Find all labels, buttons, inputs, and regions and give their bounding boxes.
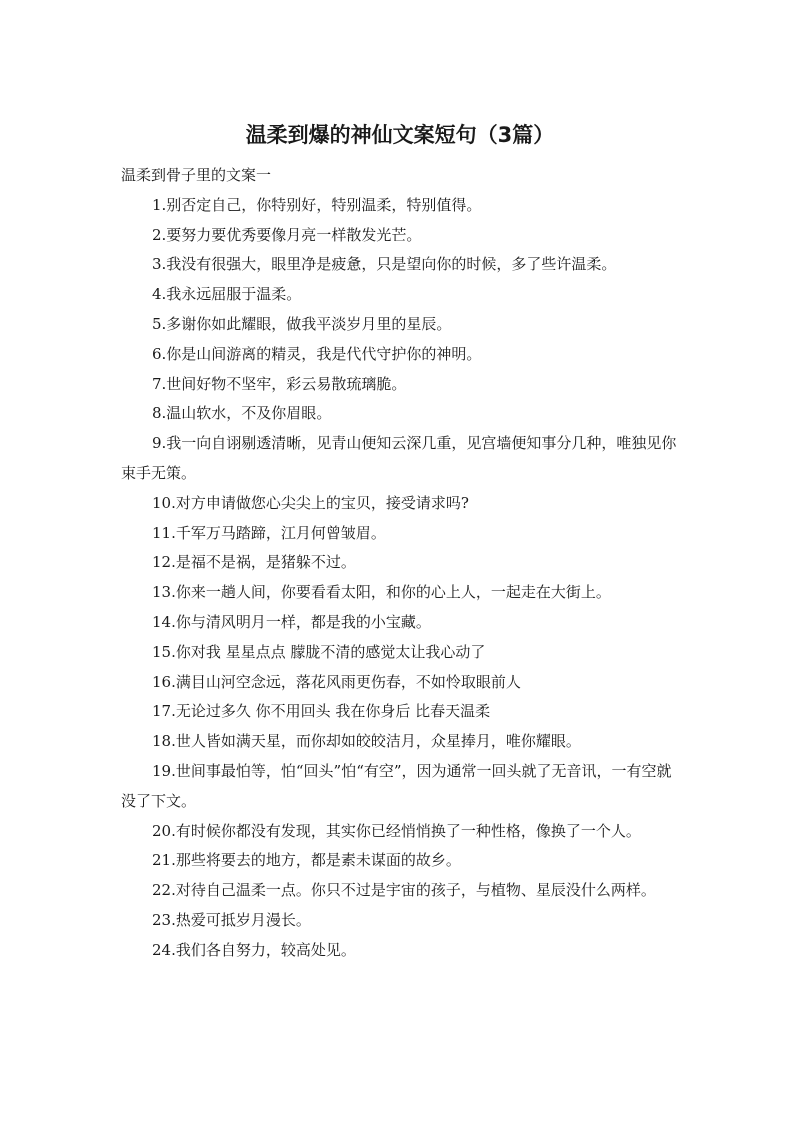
list-item: 16.满目山河空念远，落花风雨更伤春，不如怜取眼前人 (152, 672, 521, 691)
list-item: 2.要努力要优秀要像月亮一样散发光芒。 (152, 225, 422, 244)
document-body (121, 161, 677, 966)
list-item: 6.你是山间游离的精灵，我是代代守护你的神明。 (152, 344, 482, 363)
list-item: 19.世间事最怕等，怕“回头”怕“有空”，因为通常一回头就了无音讯，一有空就没了下文。 (121, 761, 672, 810)
list-item: 17.无论过多久 你不用回头 我在你身后 比春天温柔 (152, 702, 491, 721)
list-item: 18.世人皆如满天星，而你却如皎皎洁月，众星捧月，唯你耀眼。 (152, 732, 581, 751)
list-item: 22.对待自己温柔一点。你只不过是宇宙的孩子，与植物、星辰没什么两样。 (152, 881, 656, 900)
list-item: 1.别否定自己，你特别好，特别温柔，特别值得。 (152, 195, 482, 214)
list-item: 8.温山软水，不及你眉眼。 (152, 404, 332, 423)
list-item: 12.是福不是祸，是猪躲不过。 (152, 553, 356, 572)
list-item: 20.有时候你都没有发现，其实你已经悄悄换了一种性格，像换了一个人。 (152, 821, 641, 840)
list-item: 3.我没有很强大，眼里净是疲惫，只是望向你的时候，多了些许温柔。 (152, 255, 617, 274)
list-item: 5.多谢你如此耀眼，做我平淡岁月里的星辰。 (152, 314, 452, 333)
list-item: 10.对方申请做您心尖尖上的宝贝，接受请求吗? (152, 493, 469, 512)
list-item: 21.那些将要去的地方，都是素未谋面的故乡。 (152, 851, 461, 870)
list-item: 4.我永远屈服于温柔。 (152, 285, 302, 304)
list-item: 13.你来一趟人间，你要看看太阳，和你的心上人，一起走在大街上。 (152, 583, 611, 602)
list-item: 15.你对我 星星点点 朦胧不清的感觉太让我心动了 (152, 642, 486, 661)
section-heading: 温柔到骨子里的文案一 (121, 166, 272, 184)
list-item: 14.你与清风明月一样，都是我的小宝藏。 (152, 612, 431, 631)
list-item: 11.千军万马踏蹄，江月何曾皱眉。 (152, 523, 386, 542)
list-item: 9.我一向自诩剔透清晰，见青山便知云深几重，见宫墙便知事分几种，唯独见你束手无策。 (121, 434, 677, 482)
document-title: 温柔到爆的神仙文案短句（3篇） (245, 123, 555, 147)
list-item: 24.我们各自努力，较高处见。 (152, 940, 356, 959)
list-item: 7.世间好物不坚牢，彩云易散琉璃脆。 (152, 374, 407, 393)
list-item: 23.热爱可抵岁月漫长。 (152, 910, 311, 929)
